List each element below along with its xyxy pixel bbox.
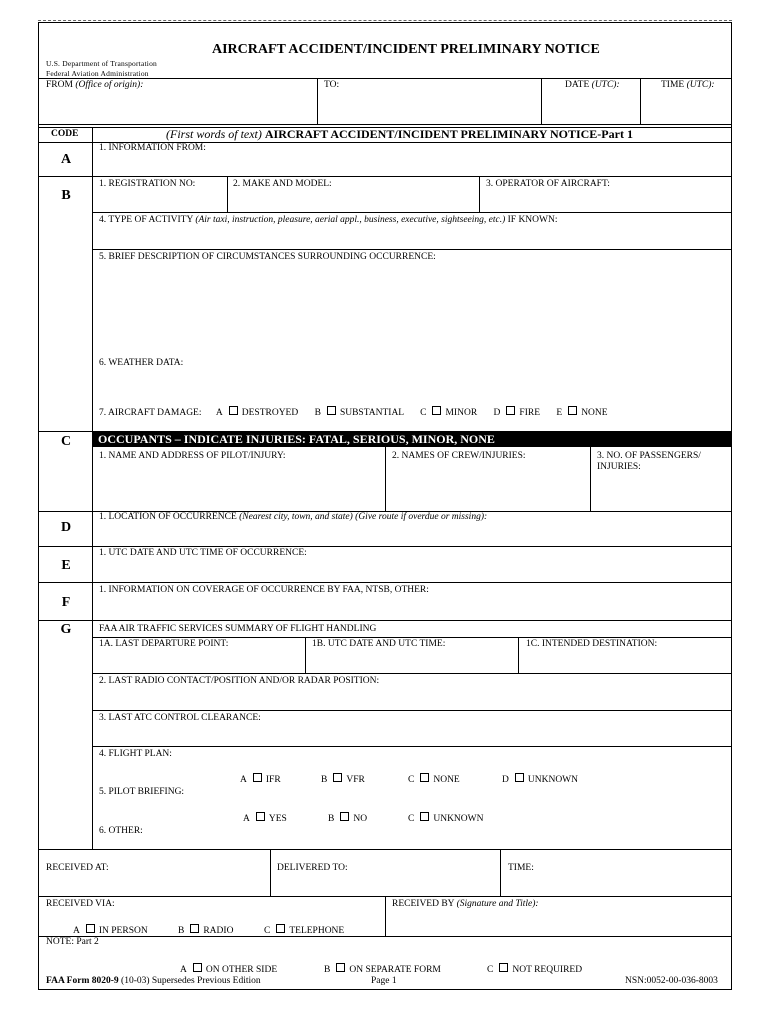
via-option-c[interactable] bbox=[264, 924, 344, 936]
via-a-text: IN PERSON bbox=[98, 926, 148, 936]
checkbox-icon[interactable] bbox=[420, 773, 429, 782]
checkbox-icon[interactable] bbox=[333, 773, 342, 782]
fp-a-letter: A bbox=[240, 775, 247, 785]
damage-d-text: FIRE bbox=[519, 408, 540, 418]
note-a-text: ON OTHER SIDE bbox=[205, 965, 278, 975]
atc-clearance-field[interactable]: 3. LAST ATC CONTROL CLEARANCE: bbox=[99, 713, 261, 723]
make-model-field[interactable]: 2. MAKE AND MODEL: bbox=[233, 179, 332, 189]
pb-b-letter: B bbox=[328, 814, 335, 824]
received-by-label: RECEIVED BY bbox=[392, 899, 455, 909]
dept-line-1: U.S. Department of Transportation bbox=[46, 59, 157, 68]
via-c-text: TELEPHONE bbox=[289, 926, 345, 936]
note-option-b[interactable] bbox=[324, 963, 441, 975]
activity-suffix: IF KNOWN: bbox=[507, 215, 558, 225]
briefing-option-b[interactable] bbox=[328, 812, 367, 824]
last-radio-contact-field[interactable]: 2. LAST RADIO CONTACT/POSITION AND/OR RADAR POSITION: bbox=[99, 676, 380, 686]
briefing-option-a[interactable] bbox=[243, 812, 287, 824]
checkbox-icon[interactable] bbox=[190, 924, 199, 933]
checkbox-icon[interactable] bbox=[515, 773, 524, 782]
intended-destination-field[interactable]: 1C. INTENDED DESTINATION: bbox=[526, 639, 658, 649]
note-part-2-label: NOTE: Part 2 bbox=[46, 937, 99, 947]
checkbox-icon[interactable] bbox=[432, 406, 441, 415]
flight-plan-option-d[interactable] bbox=[502, 773, 578, 785]
location-hint: (Nearest city, town, and state) (Give route if overdue or missing): bbox=[239, 512, 488, 522]
code-a: A bbox=[60, 152, 72, 167]
flight-handling-summary-title: FAA AIR TRAFFIC SERVICES SUMMARY OF FLIGHT HANDLING bbox=[99, 624, 377, 634]
time-hint: (UTC): bbox=[686, 80, 715, 90]
fp-d-text: UNKNOWN bbox=[527, 775, 579, 785]
pb-c-text: UNKNOWN bbox=[433, 814, 484, 824]
via-b-text: RADIO bbox=[203, 926, 234, 936]
form-id: FAA Form 8020-9 bbox=[46, 976, 119, 986]
code-f: F bbox=[61, 595, 71, 610]
location-field[interactable] bbox=[99, 512, 487, 523]
delivered-to-field[interactable]: DELIVERED TO: bbox=[277, 863, 348, 873]
time-received-field[interactable]: TIME: bbox=[508, 863, 534, 873]
note-c-text: NOT REQUIRED bbox=[512, 965, 583, 975]
checkbox-icon[interactable] bbox=[568, 406, 577, 415]
brief-description-field[interactable]: 5. BRIEF DESCRIPTION OF CIRCUMSTANCES SURROUNDING OCCURRENCE: bbox=[99, 252, 436, 262]
activity-hint: (Air taxi, instruction, pleasure, aerial appl., business, executive, sightseeing, etc.) bbox=[195, 215, 506, 225]
nsn-number: NSN:0052-00-036-8003 bbox=[625, 976, 718, 986]
code-d: D bbox=[60, 520, 72, 535]
via-option-b[interactable] bbox=[178, 924, 233, 936]
damage-b-letter: B bbox=[314, 408, 321, 418]
damage-c-text: MINOR bbox=[445, 408, 478, 418]
note-option-c[interactable] bbox=[487, 963, 582, 975]
damage-e-text: NONE bbox=[581, 408, 608, 418]
note-option-a[interactable] bbox=[180, 963, 277, 975]
first-words-title: AIRCRAFT ACCIDENT/INCIDENT PRELIMINARY NOTICE-Part 1 bbox=[264, 127, 633, 141]
pb-b-text: NO bbox=[353, 814, 368, 824]
code-g: G bbox=[60, 622, 72, 637]
checkbox-icon[interactable] bbox=[506, 406, 515, 415]
fp-b-text: VFR bbox=[346, 775, 365, 785]
checkbox-icon[interactable] bbox=[253, 773, 262, 782]
first-words-hint: (First words of text) bbox=[166, 127, 262, 141]
page-number: Page 1 bbox=[371, 976, 397, 986]
damage-c-letter: C bbox=[420, 408, 427, 418]
activity-type-field[interactable] bbox=[99, 215, 558, 226]
pb-a-text: YES bbox=[268, 814, 287, 824]
date-hint: (UTC): bbox=[591, 80, 620, 90]
damage-option-c[interactable] bbox=[420, 408, 477, 418]
code-column-divider bbox=[92, 127, 93, 849]
received-by-field[interactable] bbox=[392, 899, 539, 910]
checkbox-icon[interactable] bbox=[420, 812, 429, 821]
from-field[interactable] bbox=[46, 80, 143, 91]
form-edition: (10-03) Supersedes Previous Edition bbox=[121, 976, 261, 986]
form-title: AIRCRAFT ACCIDENT/INCIDENT PRELIMINARY NOTICE bbox=[212, 42, 600, 57]
received-via-label: RECEIVED VIA: bbox=[46, 899, 115, 909]
via-c-letter: C bbox=[264, 926, 271, 936]
via-option-a[interactable] bbox=[73, 924, 148, 936]
utc-date-time-field[interactable]: 1B. UTC DATE AND UTC TIME: bbox=[312, 639, 446, 649]
pb-a-letter: A bbox=[243, 814, 250, 824]
code-b: B bbox=[61, 188, 71, 203]
via-b-letter: B bbox=[178, 926, 185, 936]
passengers-field-line1[interactable]: 3. NO. OF PASSENGERS/ bbox=[597, 451, 701, 461]
received-by-hint: (Signature and Title): bbox=[456, 899, 539, 909]
passengers-field-line2: INJURIES: bbox=[597, 462, 641, 472]
utc-occurrence-field[interactable]: 1. UTC DATE AND UTC TIME OF OCCURRENCE: bbox=[99, 548, 307, 558]
from-hint: (Office of origin): bbox=[75, 80, 144, 90]
last-departure-field[interactable]: 1A. LAST DEPARTURE POINT: bbox=[99, 639, 229, 649]
pilot-briefing-label: 5. PILOT BRIEFING: bbox=[99, 787, 185, 797]
time-label: TIME bbox=[661, 80, 685, 90]
briefing-option-c[interactable] bbox=[408, 812, 483, 824]
damage-d-letter: D bbox=[493, 408, 501, 418]
from-label: FROM bbox=[46, 80, 73, 90]
to-field[interactable]: TO: bbox=[324, 80, 340, 90]
received-at-field[interactable]: RECEIVED AT: bbox=[46, 863, 109, 873]
note-c-letter: C bbox=[487, 965, 494, 975]
code-header: CODE bbox=[51, 129, 79, 139]
operator-field[interactable]: 3. OPERATOR OF AIRCRAFT: bbox=[486, 179, 610, 189]
activity-label: 4. TYPE OF ACTIVITY bbox=[99, 215, 193, 225]
note-b-text: ON SEPARATE FORM bbox=[349, 965, 441, 975]
damage-e-letter: E bbox=[556, 408, 563, 418]
first-words-row bbox=[166, 127, 633, 141]
pilot-field[interactable]: 1. NAME AND ADDRESS OF PILOT/INJURY: bbox=[99, 451, 286, 461]
damage-option-e[interactable] bbox=[556, 408, 607, 418]
flight-plan-option-b[interactable] bbox=[321, 773, 365, 785]
fp-a-text: IFR bbox=[265, 775, 281, 785]
date-label: DATE bbox=[565, 80, 590, 90]
date-field[interactable] bbox=[565, 80, 620, 91]
crew-field[interactable]: 2. NAMES OF CREW/INJURIES: bbox=[392, 451, 526, 461]
note-a-letter: A bbox=[180, 965, 187, 975]
aircraft-damage-row bbox=[99, 406, 608, 418]
checkbox-icon[interactable] bbox=[193, 963, 202, 972]
damage-option-b[interactable] bbox=[315, 408, 404, 418]
fp-c-letter: C bbox=[408, 775, 415, 785]
checkbox-icon[interactable] bbox=[327, 406, 336, 415]
checkbox-icon[interactable] bbox=[340, 812, 349, 821]
coverage-field[interactable]: 1. INFORMATION ON COVERAGE OF OCCURRENCE BY FAA, NTSB, OTHER: bbox=[99, 585, 429, 595]
fp-b-letter: B bbox=[321, 775, 328, 785]
checkbox-icon[interactable] bbox=[229, 406, 238, 415]
information-from-field[interactable]: 1. INFORMATION FROM: bbox=[99, 143, 206, 153]
code-c: C bbox=[60, 434, 72, 449]
damage-label: 7. AIRCRAFT DAMAGE: bbox=[99, 408, 202, 418]
form-top-border bbox=[38, 20, 732, 21]
registration-field[interactable]: 1. REGISTRATION NO: bbox=[99, 179, 196, 189]
code-e: E bbox=[61, 558, 71, 573]
damage-a-letter: A bbox=[215, 408, 223, 418]
time-field[interactable] bbox=[661, 80, 715, 91]
damage-option-d[interactable] bbox=[494, 408, 540, 418]
damage-option-a[interactable] bbox=[216, 408, 298, 418]
occupants-header-bar: OCCUPANTS – INDICATE INJURIES: FATAL, SERIOUS, MINOR, NONE bbox=[92, 432, 732, 447]
pb-c-letter: C bbox=[408, 814, 415, 824]
checkbox-icon[interactable] bbox=[499, 963, 508, 972]
checkbox-icon[interactable] bbox=[276, 924, 285, 933]
weather-data-field[interactable]: 6. WEATHER DATA: bbox=[99, 358, 184, 368]
dept-line-2: Federal Aviation Administration bbox=[46, 69, 149, 78]
flight-plan-option-c[interactable] bbox=[408, 773, 460, 785]
form-number bbox=[46, 976, 261, 987]
damage-a-text: DESTROYED bbox=[241, 408, 299, 418]
other-field[interactable]: 6. OTHER: bbox=[99, 826, 143, 836]
checkbox-icon[interactable] bbox=[336, 963, 345, 972]
note-b-letter: B bbox=[324, 965, 331, 975]
flight-plan-label: 4. FLIGHT PLAN: bbox=[99, 749, 172, 759]
checkbox-icon[interactable] bbox=[86, 924, 95, 933]
fp-c-text: NONE bbox=[433, 775, 460, 785]
via-a-letter: A bbox=[73, 926, 80, 936]
flight-plan-option-a[interactable] bbox=[240, 773, 281, 785]
checkbox-icon[interactable] bbox=[256, 812, 265, 821]
damage-b-text: SUBSTANTIAL bbox=[339, 408, 404, 418]
fp-d-letter: D bbox=[502, 775, 509, 785]
location-label: 1. LOCATION OF OCCURRENCE bbox=[99, 512, 237, 522]
